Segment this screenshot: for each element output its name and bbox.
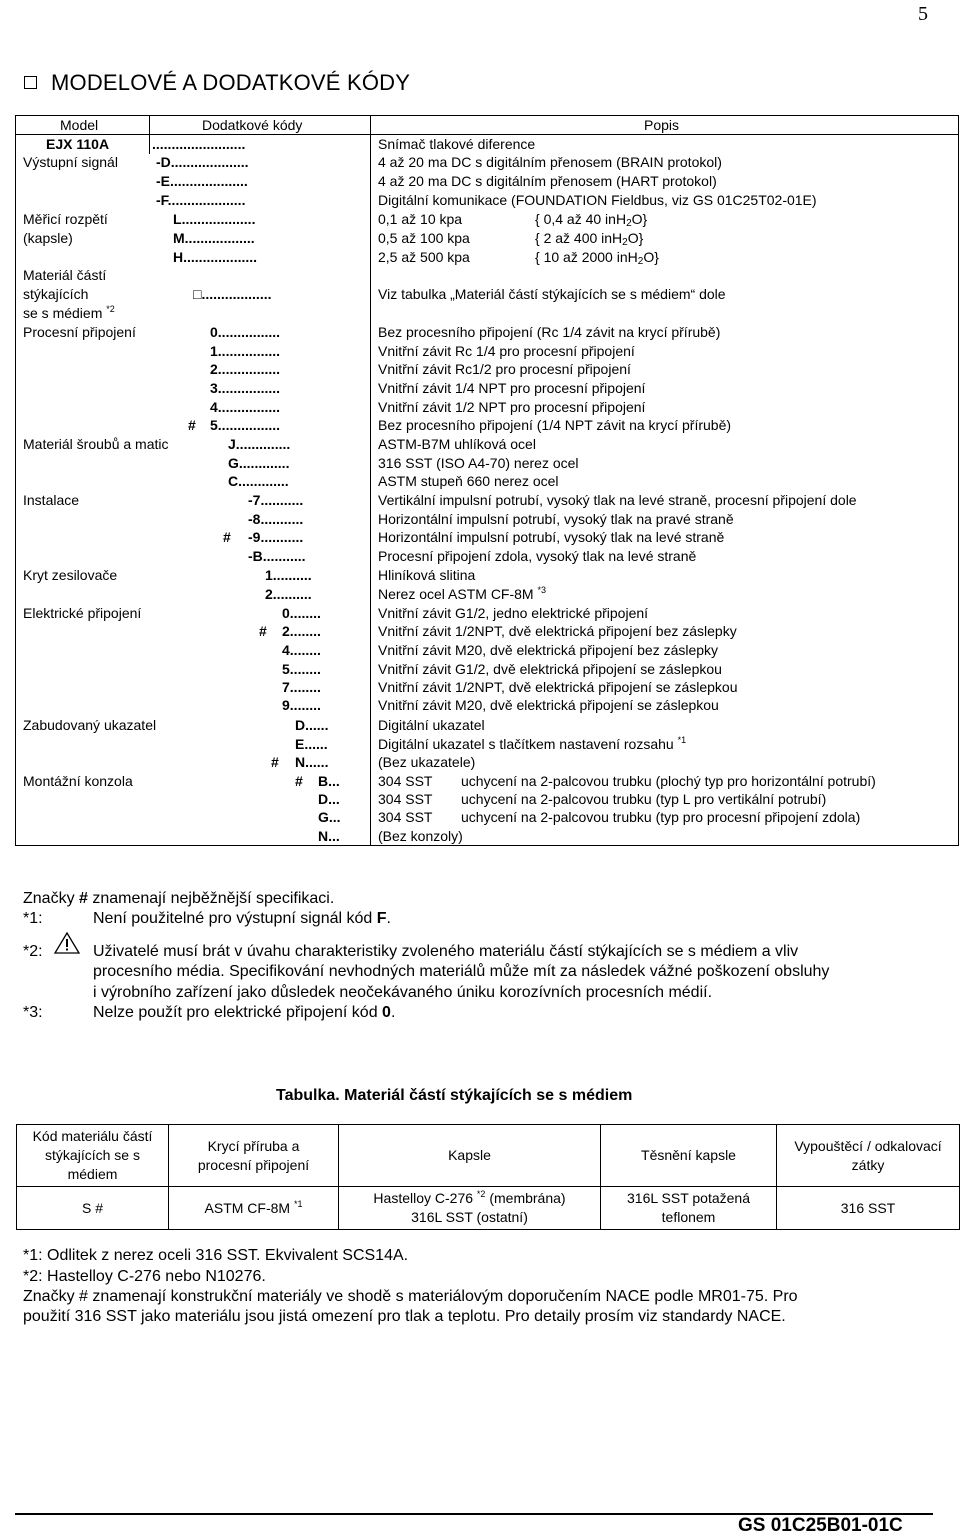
desc-range-h-alt: { 10 až 2000 inH$_2$O} <box>535 249 659 267</box>
desc-bolts-j: ASTM-B7M uhlíková ocel <box>378 436 536 452</box>
label-installation: Instalace <box>23 492 80 508</box>
code-electrical-5: 5........ <box>282 661 321 677</box>
label-range-2: (kapsle) <box>23 230 73 246</box>
code-bracket-n: N... <box>318 828 340 844</box>
warning-triangle-icon <box>54 932 80 954</box>
th-vent: Vypouštěcí / odkalovací zátky <box>777 1125 960 1187</box>
th-gasket: Těsnění kapsle <box>601 1125 777 1187</box>
footnote-1: *1: Odlitek z nerez oceli 316 SST. Ekvivalent SCS14A. <box>23 1247 409 1264</box>
model-dots: ........................ <box>152 136 246 152</box>
td-flange: ASTM CF-8M $^{*1}$ <box>169 1187 339 1230</box>
desc-indicator-e: Digitální ukazatel s tlačítkem nastavení rozsahu $^{*1}$ <box>378 735 687 752</box>
code-output-f: -F.................... <box>156 192 246 208</box>
desc-bracket-n: (Bez konzoly) <box>378 828 463 844</box>
td-vent: 316 SST <box>777 1187 960 1230</box>
desc-output-d: 4 až 20 ma DC s digitálním přenosem (BRAIN protokol) <box>378 154 722 170</box>
model-description: Snímač tlakové diference <box>378 136 536 152</box>
desc-electrical-2: Vnitřní závit 1/2NPT, dvě elektrická připojení bez záslepky <box>378 623 737 639</box>
desc-electrical-0: Vnitřní závit G1/2, jedno elektrické připojení <box>378 605 649 621</box>
code-install-7: -7........... <box>248 492 304 508</box>
desc-bolts-g: 316 SST (ISO A4-70) nerez ocel <box>378 455 579 471</box>
desc-material: Viz tabulka „Materiál částí stýkajících se s médiem“ dole <box>378 286 726 302</box>
desc-process-3: Vnitřní závit 1/4 NPT pro procesní připojení <box>378 380 646 396</box>
note-2-label: *2: <box>23 943 43 960</box>
page-number: 5 <box>918 3 928 25</box>
code-install-8: -8........... <box>248 511 304 527</box>
desc-electrical-9: Vnitřní závit M20, dvě elektrická připojení se záslepkou <box>378 697 719 713</box>
model-name: EJX 110A <box>46 136 110 152</box>
label-material-1: Materiál částí <box>23 267 107 283</box>
code-indicator-e: E...... <box>295 736 328 752</box>
note-3-text: Nelze použít pro elektrické připojení kód 0. <box>93 1004 396 1021</box>
desc-bolts-c: ASTM stupeň 660 nerez ocel <box>378 473 559 489</box>
code-electrical-0: 0........ <box>282 605 321 621</box>
code-bolts-c: C............. <box>228 473 289 489</box>
hash-mark: # <box>271 754 279 770</box>
th-capsule: Kapsle <box>339 1125 601 1187</box>
desc-install-8: Horizontální impulsní potrubí, vysoký tlak na pravé straně <box>378 511 734 527</box>
code-process-2: 2................ <box>210 361 281 377</box>
note-1-label: *1: <box>23 910 43 927</box>
desc-process-4: Vnitřní závit 1/2 NPT pro procesní připojení <box>378 399 646 415</box>
code-electrical-9: 9........ <box>282 697 321 713</box>
code-electrical-2: 2........ <box>282 623 321 639</box>
th-code: Kód materiálu částí stýkajících se s médiem <box>17 1125 169 1187</box>
code-bracket-g: G... <box>318 809 341 825</box>
material-table-title: Tabulka. Materiál částí stýkajících se s médiem <box>276 1087 633 1104</box>
label-bracket: Montážní konzola <box>23 773 133 789</box>
note-1-text: Není použitelné pro výstupní signál kód F. <box>93 910 391 927</box>
desc-bracket-d: uchycení na 2-palcovou trubku (typ L pro vertikální potrubí) <box>461 791 827 807</box>
td-gasket: 316L SST potažená teflonem <box>601 1187 777 1230</box>
code-bracket-d: D... <box>318 791 340 807</box>
code-process-0: 0................ <box>210 324 281 340</box>
desc-electrical-4: Vnitřní závit M20, dvě elektrická připojení bez záslepky <box>378 642 719 658</box>
label-material-2: stýkajících <box>23 286 89 302</box>
note-2-line-1: Uživatelé musí brát v úvahu charakteristiky zvoleného materiálu částí stýkajících se s médiem a vliv <box>93 943 799 960</box>
desc-range-m: 0,5 až 100 kpa <box>378 230 470 246</box>
code-process-5: 5................ <box>210 417 281 433</box>
header-description: Popis <box>644 117 680 133</box>
desc-indicator-d: Digitální ukazatel <box>378 717 485 733</box>
code-process-4: 4................ <box>210 399 281 415</box>
code-process-3: 3................ <box>210 380 281 396</box>
desc-bracket-g-material: 304 SST <box>378 809 433 825</box>
desc-electrical-7: Vnitřní závit 1/2NPT, dvě elektrická připojení se záslepkou <box>378 679 738 695</box>
footnote-nace-line-1: Značky # znamenají konstrukční materiály ve shodě s materiálovým doporučením NACE podle MR01-75. Pro <box>23 1288 798 1305</box>
note-3-label: *3: <box>23 1004 43 1021</box>
footnote-2: *2: Hastelloy C-276 nebo N10276. <box>23 1268 266 1285</box>
code-install-b: -B........... <box>248 548 306 564</box>
desc-indicator-n: (Bez ukazatele) <box>378 754 476 770</box>
desc-range-h: 2,5 až 500 kpa <box>378 249 470 265</box>
th-flange: Krycí příruba a procesní připojení <box>169 1125 339 1187</box>
footnote-nace-line-2: použití 316 SST jako materiálu jsou jistá omezení pro tlak a teplotu. Pro detaily prosím viz standardy NACE. <box>23 1308 786 1325</box>
code-indicator-d: D...... <box>295 717 329 733</box>
desc-electrical-5: Vnitřní závit G1/2, dvě elektrická připojení se záslepkou <box>378 661 722 677</box>
desc-process-2: Vnitřní závit Rc1/2 pro procesní připojení <box>378 361 631 377</box>
label-range-1: Měřicí rozpětí <box>23 211 108 227</box>
label-indicator: Zabudovaný ukazatel <box>23 717 157 733</box>
desc-bracket-b: uchycení na 2-palcovou trubku (plochý typ pro horizontální potrubí) <box>461 773 876 789</box>
code-install-9: -9........... <box>248 529 304 545</box>
code-bolts-j: J.............. <box>228 436 291 452</box>
section-title: MODELOVÉ A DODATKOVÉ KÓDY <box>51 70 411 95</box>
code-electrical-7: 7........ <box>282 679 321 695</box>
hash-mark: # <box>188 417 196 433</box>
desc-bracket-d-material: 304 SST <box>378 791 433 807</box>
desc-install-7: Vertikální impulsní potrubí, vysoký tlak na levé straně, procesní připojení dole <box>378 492 857 508</box>
desc-range-m-alt: { 2 až 400 inH$_2$O} <box>535 230 644 248</box>
code-housing-2: 2.......... <box>265 586 312 602</box>
desc-output-f: Digitální komunikace (FOUNDATION Fieldbus, viz GS 01C25T02-01E) <box>378 192 817 208</box>
label-material-3: se s médiem $^{*2}$ <box>23 304 115 321</box>
material-table-header <box>17 1125 960 1187</box>
desc-housing-1: Hliníková slitina <box>378 567 476 583</box>
td-code: S # <box>17 1187 169 1230</box>
desc-output-e: 4 až 20 ma DC s digitálním přenosem (HART protokol) <box>378 173 717 189</box>
desc-process-1: Vnitřní závit Rc 1/4 pro procesní připojení <box>378 343 635 359</box>
code-range-m: M.................. <box>173 230 255 246</box>
desc-range-l: 0,1 až 10 kpa <box>378 211 463 227</box>
code-material: □.................. <box>193 286 272 302</box>
desc-bracket-g: uchycení na 2-palcovou trubku (typ pro procesní připojení zdola) <box>461 809 861 825</box>
label-output-signal: Výstupní signál <box>23 154 118 170</box>
code-process-1: 1................ <box>210 343 281 359</box>
checkbox-bullet-icon <box>24 76 37 89</box>
header-model: Model <box>60 117 99 133</box>
material-table <box>16 1124 960 1230</box>
code-indicator-n: N...... <box>295 754 329 770</box>
hash-mark: # <box>259 623 267 639</box>
note-2-line-2: procesního média. Specifikování nevhodných materiálů může mít za následek vážné poškození obsluhy <box>93 963 830 980</box>
code-housing-1: 1.......... <box>265 567 312 583</box>
desc-bracket-b-material: 304 SST <box>378 773 433 789</box>
desc-range-l-alt: { 0,4 až 40 inH$_2$O} <box>535 211 648 229</box>
label-process-connection: Procesní připojení <box>23 324 136 340</box>
code-output-d: -D.................... <box>156 154 249 170</box>
material-table-row <box>17 1187 960 1230</box>
code-range-h: H................... <box>173 249 258 265</box>
desc-process-5: Bez procesního připojení (1/4 NPT závit na krycí přírubě) <box>378 417 732 433</box>
code-bracket-b: B... <box>318 773 340 789</box>
document-code: GS 01C25B01-01C <box>738 1515 903 1536</box>
label-electrical: Elektrické připojení <box>23 605 142 621</box>
desc-housing-2: Nerez ocel ASTM CF-8M $^{*3}$ <box>378 585 546 602</box>
desc-process-0: Bez procesního připojení (Rc 1/4 závit na krycí přírubě) <box>378 324 721 340</box>
code-output-e: -E.................... <box>156 173 248 189</box>
code-range-l: L................... <box>173 211 256 227</box>
note-hash: Značky # znamenají nejběžnější specifikaci. <box>23 890 335 907</box>
section-heading <box>24 70 410 96</box>
header-codes: Dodatkové kódy <box>202 117 303 133</box>
note-2-line-3: i výrobního zařízení jako důsledek neočekávaného úniku korozívních procesních médií. <box>93 984 713 1001</box>
code-bolts-g: G............. <box>228 455 290 471</box>
code-electrical-4: 4........ <box>282 642 321 658</box>
hash-mark: # <box>223 529 231 545</box>
label-housing: Kryt zesilovače <box>23 567 118 583</box>
hash-mark: # <box>295 773 303 789</box>
desc-install-9: Horizontální impulsní potrubí, vysoký tlak na levé straně <box>378 529 725 545</box>
label-bolts: Materiál šroubů a matic <box>23 436 169 452</box>
td-capsule: Hastelloy C-276 $^{*2}$ (membrána) 316L SST (ostatní) <box>339 1187 601 1230</box>
desc-install-b: Procesní připojení zdola, vysoký tlak na levé straně <box>378 548 697 564</box>
